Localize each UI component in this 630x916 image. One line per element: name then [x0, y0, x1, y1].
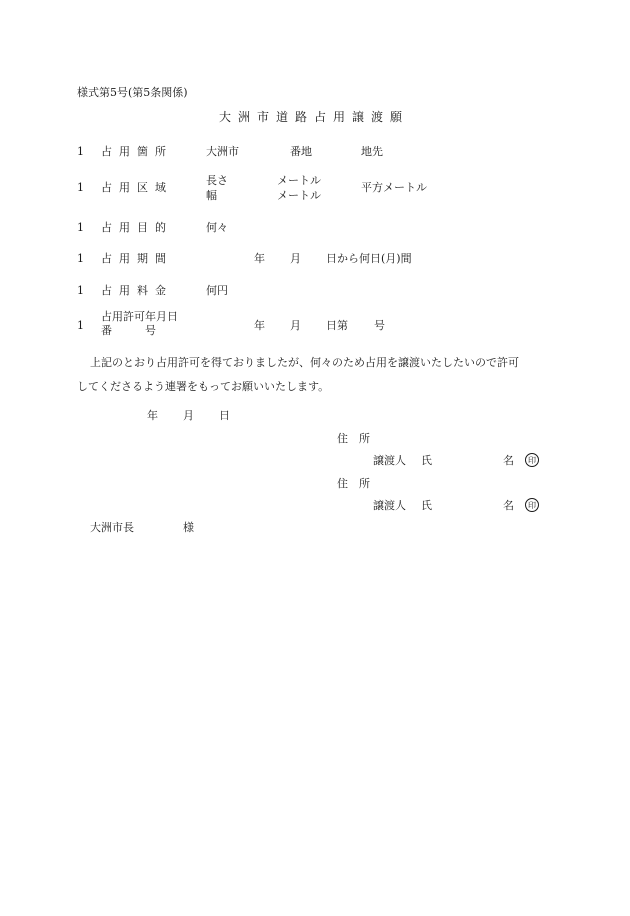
addressee-name: 大洲市長: [90, 521, 134, 534]
length-label: 長さ: [206, 174, 228, 187]
row-number: 1: [77, 145, 84, 158]
month-label: 月: [290, 319, 301, 332]
city-name: 大洲市: [206, 145, 239, 158]
document-title: 大洲市道路占用譲渡願: [219, 110, 410, 124]
body-text-line1: 上記のとおり占用許可を得ておりましたが、何々のため占用を譲渡いたしたいので許可: [90, 356, 519, 369]
form-label: 様式第5号(第5条関係): [77, 86, 188, 99]
row-number: 1: [77, 252, 84, 265]
row-number: 1: [77, 284, 84, 297]
name-label-shi: 氏: [421, 499, 432, 512]
row-label: 占用目的: [101, 221, 173, 234]
row-label: 占用期間: [101, 252, 173, 265]
month-label: 月: [183, 409, 194, 422]
seal-icon: 印: [525, 498, 539, 512]
role-label: 譲渡人: [373, 454, 406, 467]
name-label-mei: 名: [503, 454, 514, 467]
number-suffix: 号: [374, 319, 385, 332]
sakii-label: 地先: [361, 145, 383, 158]
body-text-line2: してくださるよう連署をもってお願いいたします。: [77, 380, 330, 393]
permit-label-line1: 占用許可年月日: [101, 310, 178, 323]
name-label-mei: 名: [503, 499, 514, 512]
length-unit: メートル: [277, 174, 321, 187]
row-number: 1: [77, 319, 84, 332]
width-label: 幅: [206, 189, 217, 202]
row-label: 占用区域: [101, 181, 173, 194]
period-suffix: 日から何日(月)間: [326, 252, 412, 265]
year-label: 年: [254, 252, 265, 265]
purpose-value: 何々: [206, 221, 228, 234]
width-unit: メートル: [277, 189, 321, 202]
day-number-label: 日第: [326, 319, 348, 332]
address-label: 住 所: [337, 477, 370, 490]
row-label: 占用箇所: [101, 145, 173, 158]
banchi-label: 番地: [290, 145, 312, 158]
row-number: 1: [77, 221, 84, 234]
square-meter-unit: 平方メートル: [361, 181, 427, 194]
permit-label-line2: 番 号: [101, 324, 156, 337]
year-label: 年: [147, 409, 158, 422]
role-label: 譲渡人: [373, 499, 406, 512]
day-label: 日: [219, 409, 230, 422]
addressee-honorific: 様: [183, 521, 194, 534]
row-number: 1: [77, 181, 84, 194]
row-label: 占用料金: [101, 284, 173, 297]
fee-value: 何円: [206, 284, 228, 297]
year-label: 年: [254, 319, 265, 332]
name-label-shi: 氏: [421, 454, 432, 467]
seal-icon: 印: [525, 453, 539, 467]
month-label: 月: [290, 252, 301, 265]
address-label: 住 所: [337, 432, 370, 445]
